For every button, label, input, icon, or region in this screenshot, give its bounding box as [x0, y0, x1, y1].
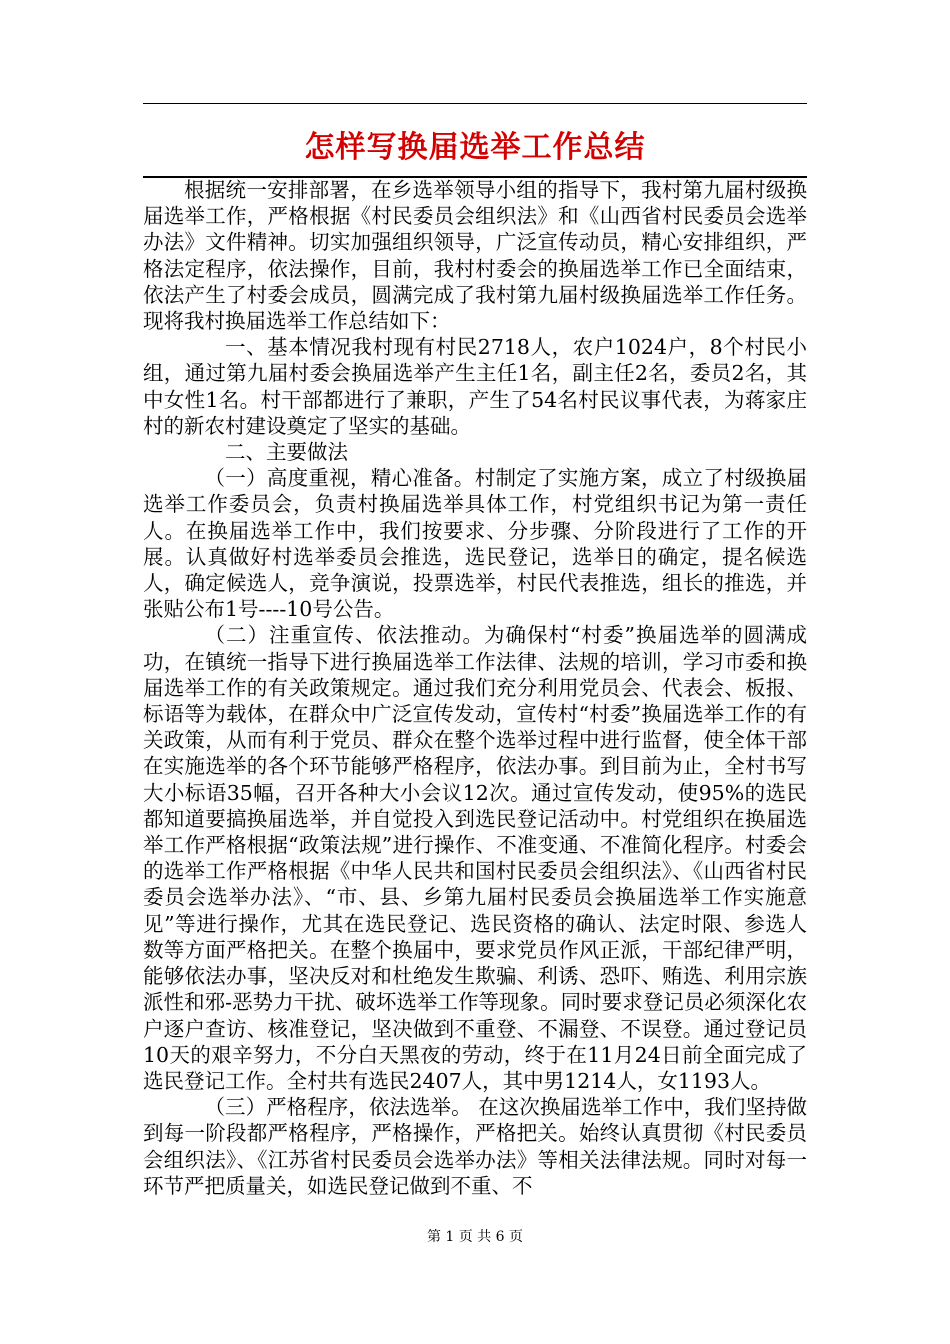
section-heading-main-practices: 二、主要做法 [225, 440, 348, 465]
paragraph-intro: 根据统一安排部署，在乡选举领导小组的指导下，我村第九届村级换届选举工作，严格根据《村民委员会组织法》和《山西省村民委员会选举办法》文件精神。切实加强组织领导，广泛宣传动员，精心安排组织，严格法定程序，依法操作，目前，我村村委会的换届选举工作已全面结束，依法产生了村委会成员，圆满完成了我村第九届村级换届选举工作任务。现将我村换届选举工作总结如下： [143, 178, 807, 334]
paragraph-point-one: （一）高度重视，精心准备。村制定了实施方案，成立了村级换届选举工作委员会，负责村换届选举具体工作，村党组织书记为第一责任人。在换届选举工作中，我们按要求、分步骤、分阶段进行了工作的开展。认真做好村选举委员会推选，选民登记，选举日的确定，提名候选人，确定候选人，竞争演说，投票选举，村民代表推选，组长的推选，并张贴公布1号----10号公告。 [143, 466, 807, 622]
paragraph-point-three: （三）严格程序，依法选举。 在这次换届选举工作中，我们坚持做到每一阶段都严格程序，严格操作，严格把关。始终认真贯彻《村民委员会组织法》、《江苏省村民委员会选举办法》等相关法律法规。同时对每一环节严把质量关，如选民登记做到不重、不 [143, 1095, 807, 1198]
document-title: 怎样写换届选举工作总结 [304, 130, 646, 165]
page-number: 第 1 页 共 6 页 [426, 1229, 524, 1245]
paragraph-basic-situation: 一、基本情况我村现有村民2718人，农户1024户，8个村民小组，通过第九届村委会换届选举产生主任1名，副主任2名，委员2名，其中女性1名。村干部都进行了兼职，产生了54名村民议事代表，为蒋家庄村的新农村建设奠定了坚实的基础。 [143, 335, 807, 438]
document-body [143, 177, 807, 1207]
header-rule [143, 103, 807, 104]
paragraph-point-two: （二）注重宣传、依法推动。为确保村“村委”换届选举的圆满成功，在镇统一指导下进行换届选举工作法律、法规的培训，学习市委和换届选举工作的有关政策规定。通过我们充分利用党员会、代表会、板报、标语等为载体，在群众中广泛宣传发动，宣传村“村委”换届选举工作的有关政策，从而有利于党员、群众在整个选举过程中进行监督，使全体干部在实施选举的各个环节能够严格程序，依法办事。到目前为止，全村书写大小标语35幅，召开各种大小会议12次。通过宣传发动，使95%的选民都知道要搞换届选举，并自觉投入到选民登记活动中。村党组织在换届选举工作严格根据“政策法规”进行操作、不准变通、不准简化程序。村委会的选举工作严格根据《中华人民共和国村民委员会组织法》、《山西省村民委员会选举办法》、“市、县、乡第九届村民委员会换届选举工作实施意见”等进行操作，尤其在选民登记、选民资格的确认、法定时限、参选人数等方面严格把关。在整个换届中，要求党员作风正派，干部纪律严明，能够依法办事，坚决反对和杜绝发生欺骗、利诱、恐吓、贿选、利用宗族派性和邪-恶势力干扰、破坏选举工作等现象。同时要求登记员必须深化农户逐户查访、核准登记，坚决做到不重登、不漏登、不误登。通过登记员10天的艰辛努力，不分白天黑夜的劳动，终于在11月24日前全面完成了选民登记工作。全村共有选民2407人，其中男1214人，女1193人。 [143, 623, 807, 1093]
